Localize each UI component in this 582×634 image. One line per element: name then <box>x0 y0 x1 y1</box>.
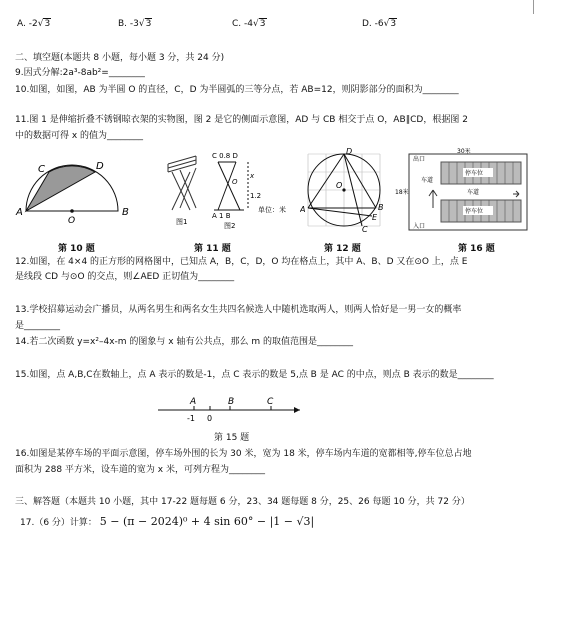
fig16-height: 18米 <box>395 189 409 196</box>
fig11-height: 1.2 <box>250 192 262 200</box>
option-b-value: -3 <box>129 19 139 29</box>
figure-12 <box>300 148 395 233</box>
fig16-road: 车道 <box>467 189 480 196</box>
fig16-park-top: 停车位 <box>465 170 484 177</box>
caption-fig10: 第 10 题 <box>58 244 95 254</box>
option-a <box>17 19 51 29</box>
option-d-root: 3 <box>390 19 397 29</box>
question-13-line1: 13.学校招募运动会广播员，从两名男生和两名女生共四名候选人中随机选取两人，则两人恰好是一男一女的概率 <box>15 305 462 315</box>
number-line <box>150 390 310 430</box>
sqrt-icon: √ <box>37 19 44 29</box>
question-17-label: 17.（6 分）计算： <box>20 518 97 528</box>
question-14: 14.若二次函数 y=x²–4x-m 的图象与 x 轴有公共点，那么 m 的取值范围是________ <box>15 337 353 347</box>
option-d-value: -6 <box>374 19 384 29</box>
fig16-entry: 入口 <box>413 223 426 230</box>
fig16-exit: 出口 <box>413 156 426 163</box>
fig12-label-o: O <box>336 181 343 190</box>
arrow-icon <box>429 190 437 208</box>
option-b-root: 3 <box>145 19 152 29</box>
option-b-letter: B. <box>118 19 128 29</box>
fig11-o: O <box>232 178 238 186</box>
option-a-value: -2 <box>28 19 38 29</box>
fig12-label-c: C <box>362 225 368 233</box>
question-16-line1: 16.如图是某停车场的平面示意图，停车场外围的长为 30 米，宽为 18 米，停车场内车道的宽都相等,停车位总占地 <box>15 449 472 459</box>
question-17-expression: 5 − (π − 2024)⁰ + 4 sin 60° − |1 − √3| <box>99 515 315 528</box>
section-2-heading: 二、填空题(本题共 8 小题，每小题 3 分，共 24 分) <box>15 53 225 63</box>
question-16-line2: 面积为 288 平方米，设车道的宽为 x 米，可列方程为________ <box>15 465 265 475</box>
option-c <box>232 19 267 29</box>
figure-10 <box>14 155 129 225</box>
numline-minus-one: -1 <box>187 414 195 423</box>
caption-fig15: 第 15 题 <box>214 433 250 443</box>
fig11-unit: 单位：米 <box>258 206 286 214</box>
question-12-line1: 12.如图，在 4×4 的正方形的网格图中，已知点 A，B，C，D，O 均在格点上，其中 A、B、D 又在⊙O 上，点 E <box>15 257 468 267</box>
fig12-label-e: E <box>372 213 378 222</box>
caption-fig16: 第 16 题 <box>458 244 495 254</box>
option-c-root: 3 <box>259 19 266 29</box>
fig11-bottom-label: A 1 B <box>212 212 231 220</box>
fig12-label-a: A <box>300 205 306 214</box>
question-13-line2: 是________ <box>15 321 61 331</box>
option-d <box>362 19 397 29</box>
option-c-letter: C. <box>232 19 242 29</box>
section-3-heading: 三、解答题（本题共 10 小题，其中 17-22 题每题 6 分，23、34 题每题 8 分，25、26 每题 10 分，共 72 分） <box>15 497 470 507</box>
arrow-right-icon <box>513 191 519 197</box>
question-10: 10.如图，如图，AB 为半圆 O 的直径，C，D 为半圆弧的三等分点，若 AB=12，则阴影部分的面积为________ <box>15 85 459 95</box>
fig10-label-d: D <box>96 161 104 172</box>
figure-16 <box>393 148 533 238</box>
fig10-label-c: C <box>38 164 45 175</box>
question-17 <box>20 516 314 529</box>
numline-zero: 0 <box>207 414 213 423</box>
fig11-label-2: 图2 <box>224 222 236 230</box>
numline-label-b: B <box>228 397 235 407</box>
fig10-label-b: B <box>122 207 129 218</box>
option-c-value: -4 <box>244 19 254 29</box>
fig11-top-label: C 0.8 D <box>212 152 238 160</box>
fig12-label-d: D <box>346 148 353 156</box>
fig11-label-1: 图1 <box>176 218 188 226</box>
fig16-park-bottom: 停车位 <box>465 208 484 215</box>
fig12-label-b: B <box>378 203 384 212</box>
numline-label-c: C <box>267 397 274 407</box>
fig10-label-a: A <box>16 207 23 218</box>
numline-label-a: A <box>190 397 197 407</box>
figure-11 <box>162 148 292 230</box>
question-15: 15.如图，点 A,B,C在数轴上，点 A 表示的数是-1，点 C 表示的数是 5,点 B 是 AC 的中点，则点 B 表示的数是________ <box>15 370 494 380</box>
caption-fig12: 第 12 题 <box>324 244 361 254</box>
sqrt-icon: √ <box>253 19 259 29</box>
question-11-line2: 中的数据可得 x 的值为________ <box>15 131 144 141</box>
question-11-line1: 11.图 1 是伸缩折叠不锈钢晾衣架的实物图，图 2 是它的侧面示意图，AD 与 CB 相交于点 O，AB∥CD，根据图 2 <box>15 115 468 125</box>
option-a-root: 3 <box>44 19 51 29</box>
fig10-label-o: O <box>68 216 76 225</box>
fig16-road-side: 车道 <box>421 177 434 184</box>
option-b <box>118 19 152 29</box>
page-corner-mark <box>533 0 534 14</box>
sqrt-icon: √ <box>383 19 390 29</box>
question-9: 9.因式分解:2a³-8ab²=________ <box>15 68 145 78</box>
question-12-line2: 是线段 CD 与⊙O 的交点，则∠AED 正切值为________ <box>15 272 235 282</box>
sqrt-icon: √ <box>138 19 145 29</box>
option-a-letter: A. <box>17 19 26 29</box>
option-d-letter: D. <box>362 19 372 29</box>
fig16-width: 30米 <box>457 148 471 155</box>
arrow-right-icon <box>294 407 300 413</box>
fig11-x: x <box>250 172 255 180</box>
caption-fig11: 第 11 题 <box>194 244 231 254</box>
